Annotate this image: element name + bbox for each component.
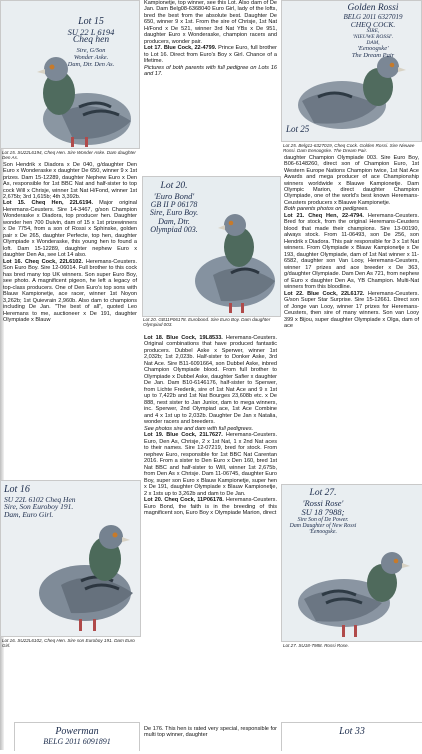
photo-dam: DAM, bbox=[366, 39, 380, 46]
lot-heading: Lot 15. Cheq Hen, 22L6194. bbox=[3, 200, 94, 207]
photo-sire: Sire, G/Son bbox=[76, 47, 106, 55]
photo-ring-number: SU 18 7988; bbox=[301, 506, 345, 517]
paragraph: daughter Champion Olympiade 003. Sire Euro Boy, B06-6148260, direct son of Champion Euro, 1st Western Europe Nations Champion twice, 1st Nat Ace Awards and mega producer of ace Championship winners worldwide x Blauwe Kampionetje. Dam Olympic Marion, direct daughter Champion Olympiade, one of the world's best known Heremans-Ceusters producers x Blauwe Kampionetje. bbox=[284, 154, 419, 206]
lot-heading: Lot 20. Cheq Cock, 11P06178. bbox=[144, 497, 224, 504]
column-left bbox=[0, 0, 140, 649]
photo-dam: Dam, Euro Girl. bbox=[4, 510, 54, 520]
photo-title: Lot 20. bbox=[160, 181, 188, 191]
paragraph: Kampionetje, top winner, see this Lot. Also dam of De Jan. Dam Belg08-6368040 Euro Girl, lady of the lofts, bred the best from the absolute best. Daughter De 650, winner 9 x 1st. From the sire of Chrisje, 1st Nat H/Fond x De 521, winner 3rd Nat YBs x De 951, daughter Euro x Wonderaske, champion racers and producers, wonder pair. bbox=[144, 0, 277, 45]
lot-33-photo bbox=[281, 722, 422, 751]
photo-dam-name: 'Eenoogske. bbox=[309, 528, 337, 535]
photo-dam: Dam, Dtr. Den As. bbox=[67, 60, 115, 68]
lot-heading: Lot 22. Blue Cock, 22L6172. bbox=[284, 290, 365, 297]
paragraph: Major original Heremans-Ceusters. Sire 14-3467, g/son Champion Wonderaske x Diadora, top producer hen. Daughter wonder hen 700 Duivin, dam of 15 x 1st prizewinners x De 7754, from a son of Rossi x Sphinske, golden pair x De 265, daughter Perfecte, top hen, daughter Olympiade x Wonderaske, this young hen to found a loft. Dam 15-12289, daughter nephew Euro x daughter Den As, see Lot 14 also. bbox=[3, 200, 138, 259]
lot-25-photo bbox=[281, 0, 422, 142]
photo-sire-name: 'NIEUWE ROSSI'. bbox=[352, 33, 394, 40]
paragraph: Heremans-Ceusters. Euro, Den As, Chrisje, 2 x 1st Nat, 1 x 2nd Nat aces to their names. Sire 12-07219, bred for stock. From nephew Euro, responsible for 1st BBC Nat Carentan 2016. From a sister to Den Euro x Den 160, bred 1st Nat BBC and half-sister to Will, winner 1st 2,675b, from Den As x Chrisje. Dam 11-06745, daughter Euro Boy, super son Euro x Blauw Kampionetje, super hen x De 191, daughter Olympiade x Blauw Kampionetje, 2 x 1sts up to 3,262b and dam to De Jan. bbox=[144, 432, 277, 497]
lot-16-caption: Lot 16. SU22L6102, Cheq Hen. Sire son Euroboy 191. Dam Euro Girl. bbox=[2, 638, 135, 649]
paragraph: Heremans-Ceusters. Son Euro Boy. Sire 12-06014. Full brother to this cock has bred many top UK winners. Son super Euro Boy, see photo. A magnificent pigeon, he left a legacy of top-class producers. One of Den Euro's top sons with Blauw Kampionetje, ace racer, winner 1st Noyon 3,262b; 1st Quievrain 2,960b. Also dam to champions including De Jan. "The best of all", quoted Leo Heremans to me, auctioneer x De 191, daughter Olympiade x Blauw bbox=[3, 258, 137, 324]
photo-ring-number: SU 22L 6102 Cheq Hen bbox=[4, 494, 76, 504]
note: See photos sire and dam with full pedigrees. bbox=[144, 425, 254, 432]
photo-name: 'Rossi Rose' bbox=[302, 497, 344, 508]
lot-15-caption: Lot 15. SU22L6194, Cheq Hen. Sire Wonder Aske. Dam daughter Den As. bbox=[2, 150, 136, 161]
photo-sire-name: Wonder Aske. bbox=[73, 54, 109, 61]
column-middle-text bbox=[141, 335, 280, 517]
photo-title: Lot 27. bbox=[309, 488, 337, 498]
photo-ring-number: BELG 2011 6327019 bbox=[343, 12, 403, 21]
lot-15-photo bbox=[0, 0, 140, 149]
paragraph: Heremans-Ceusters. Euro Bond, the faith is in the breeding of this magnificent son, Euro Boy x Olympiade Marion, direct bbox=[144, 497, 277, 517]
lot-15-text bbox=[0, 162, 140, 324]
lot-16-photo bbox=[0, 480, 141, 637]
paragraph: Prince Euro, full brother to Lot 16. Direct from Euro's Boy x Girl. Chance of a lifetime. bbox=[144, 45, 277, 65]
lot-20-caption: Lot 20. GB11P06178. Eurobond. Sire Euro Boy. Dam daughter Olympiad 003. bbox=[143, 317, 271, 328]
lot-heading: Lot 21. Cheq Hen, 22-4794. bbox=[284, 212, 364, 219]
photo-dam-name: Olympiad 003. bbox=[150, 225, 198, 235]
photo-title: Lot 15 bbox=[78, 16, 104, 27]
photo-title: Lot 33 bbox=[339, 726, 365, 737]
photo-ring-number: SU 22 L 6194 bbox=[67, 26, 115, 37]
paragraph: Heremans-Ceusters. Bred for stock, from the original Heremans-Ceusters blood that made their champions. Sire 13-00190, always stock. From 11-06493, son De 256, son Hendrik x Diadora. This pair responsible for 3 x 1st Nat winners. From Olympiade x Blauw Kampionetje x De 193, daughter Olympiade, dam of 1st Nat winner x 11-6582, daughter son Van Looy, Heremans-Ceusters, winner 17 prizes and ace breeder x De 363, g/daughter Olympiade. Dam Den As 721, from nephew of Euro x daughter Den As, YB Champion. Multi-Nat winners from this bloodline. bbox=[284, 212, 419, 291]
photo-dam: Dam, Dtr. bbox=[158, 216, 190, 226]
photo-title: Powerman bbox=[55, 726, 99, 737]
powerman-photo bbox=[14, 722, 140, 751]
column-middle-top-text bbox=[141, 0, 280, 78]
lot-27-photo bbox=[281, 484, 422, 642]
note: Both parents photos on pedigrees. bbox=[284, 206, 369, 213]
photo-sire: Sire, Son Euroboy 191. bbox=[4, 502, 74, 512]
photo-name: 'Euro Bond' bbox=[153, 190, 195, 201]
photo-title: Golden Rossi bbox=[347, 3, 399, 13]
column-right bbox=[281, 0, 422, 648]
photo-ring-number: GB II P 06178 bbox=[150, 199, 198, 209]
photo-title: Lot 16 bbox=[4, 484, 30, 495]
photo-dam: Dam Daughter of New Rossi bbox=[289, 522, 357, 529]
photo-sire: Sire Son of De Power. bbox=[297, 516, 349, 523]
bottom-middle-text: De 176. This hen is rated very special, responsible for multi top winner, daughter bbox=[141, 722, 280, 754]
lot-heading: Lot 16. Cheq Cock, 22L6102. bbox=[3, 258, 83, 265]
column-middle bbox=[141, 0, 280, 517]
lot-20-photo bbox=[142, 176, 281, 317]
lot-heading: Lot 17. Blue Cock, 22-4799. bbox=[144, 45, 217, 52]
photo-sire: SIRE, bbox=[366, 28, 380, 35]
photo-dam-name: 'Eenoogske' bbox=[357, 45, 389, 53]
paragraph: Son Hendrik x Diadora x De 040, g/daughter Den Euro x Wonderaske x daughter De 650, winner 9 x 1st prizes. Dam 15-12289, daughter Nephew Euro x Den As, responsible for 1st BBC Nat and half-sister to top cock Will x Chrisje, winner 1st Nat H/Fond, winner 1st 2,675b; 3rd 1,615b; 4th 3,392b. bbox=[3, 161, 137, 200]
photo-ring-number: BELG 2011 6091891 bbox=[43, 736, 111, 746]
photo-description: CHEQ COCK. bbox=[350, 20, 396, 30]
paragraph: Heremans-Ceusters. Original combinations that have produced fantastic producers. Dubbel Aske x Sperwer, winner 1st 2,032b; 1st 2,023b. Half-sister to Donker Aske, 3rd Nat Ace. Sire B11-6091664, son Dubbel Aske, inbred Champion Olympiade blood. From full brother to Olympiade x Dubbel Aske, daughter Safier x daughter De Jan. Dam B10-6146176, half-sister to Sperwer, from Lichte Frederik, sire of 1st Nat Ace and 9 x 1st up to 7,422b and 1st Nat Bourges 23,608b etc. x De 888, nest sister to Jan Junior, dam to mega winners, inc. Sperwer, 2nd Olympiad ace, 1st Ace Combine and 4 x 1st up to 2,032b. Daughter De Jan x Natalia, wonder racers and breeders. bbox=[144, 335, 277, 426]
lot-25-caption: Lot 25. Belg11-6327019, Cheq Cock. Golden Rossi. Sire Nieuwe Rossi. Dam Eenoogske. The Dream Pair. bbox=[283, 143, 415, 154]
paragraph: Heremans-Ceusters. G/son Super Star Surprise. Sire 15-12661. Direct son of Jonge van Looy, winner 17 prizes for Heremans-Ceusters, then sire of many winners. Son van Looy 399 x Bijou, super daughter Olympiade x Olga, dam of ace bbox=[284, 290, 419, 330]
photo-subtitle: The Dream Pair bbox=[351, 52, 395, 60]
note: Pictures of both parents with full pedigree on Lots 16 and 17. bbox=[144, 64, 277, 78]
lot-heading: Lot 19. Blue Cock, 21L7627. bbox=[144, 432, 223, 439]
photo-sire: Sire, Euro Boy. bbox=[149, 208, 199, 218]
column-right-text bbox=[281, 155, 422, 330]
photo-description: Cheq hen bbox=[72, 35, 110, 46]
lot-heading: Lot 18. Blue Cock, 19L8533. bbox=[144, 335, 223, 341]
lot-27-caption: Lot 27. SU18-7988. Rossi Rose. bbox=[283, 643, 349, 648]
photo-lot-label: Lot 25 bbox=[286, 124, 310, 134]
